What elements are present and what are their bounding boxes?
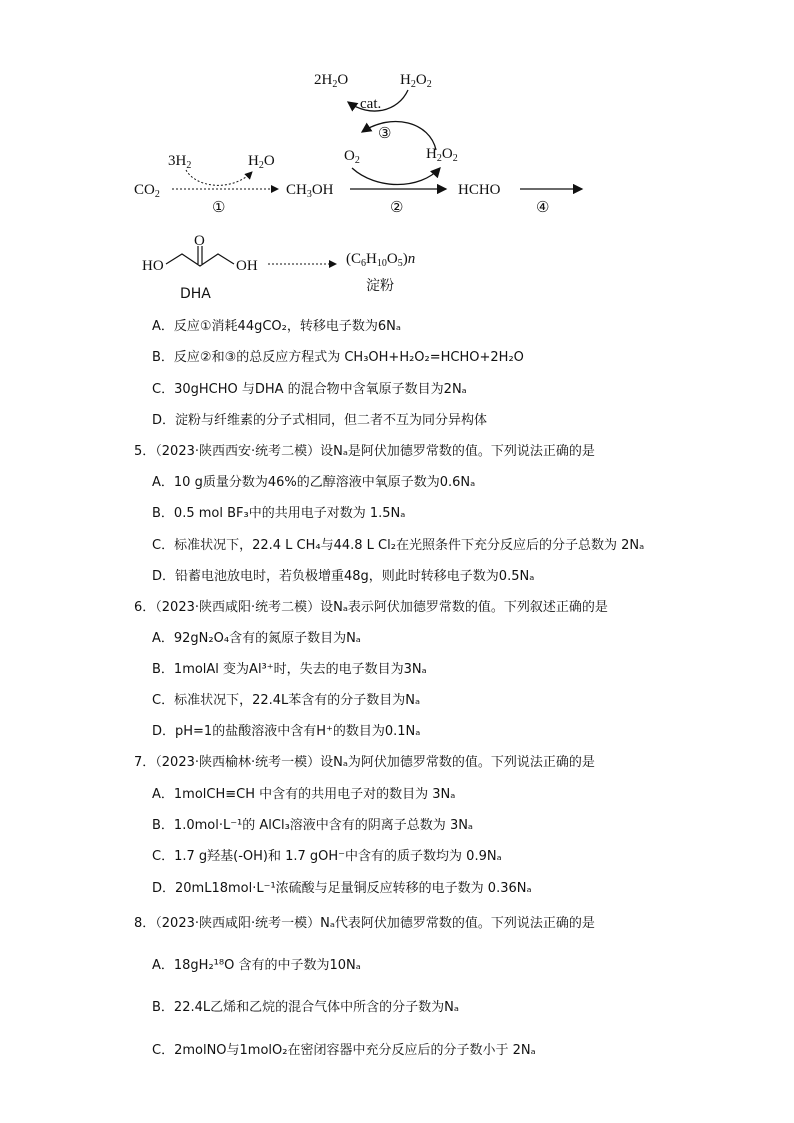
step-3-label: ③ [378,126,392,142]
h2o2-mid-label: $H_2O_2$ [426,146,458,164]
q8-stem: 8．（2023·陕西咸阳·统考一模）Nₐ代表阿伏加德罗常数的值。下列说法正确的是 [134,916,595,931]
ho-label: HO [142,258,164,274]
q4-option-a: A．反应①消耗44gCO₂，转移电子数为6Nₐ [152,319,401,334]
co2-label: $CO_2$ [134,182,160,200]
q5-stem: 5．（2023·陕西西安·统考二模）设Nₐ是阿伏加德罗常数的值。下列说法正确的是 [134,444,595,459]
step-1-side-arrow [186,170,252,185]
q6-option-a: A．92gN₂O₄含有的氮原子数目为Nₐ [152,631,361,646]
3h2-label: $3H_2$ [168,153,192,171]
q6-option-d: D．pH=1的盐酸溶液中含有H⁺的数目为0.1Nₐ [152,724,421,739]
dha-skeleton [166,254,234,266]
ketone-o-label: O [194,233,205,249]
q4-option-d: D．淀粉与纤维素的分子式相同，但二者不互为同分异构体 [152,413,488,428]
reaction-pathway-diagram [0,0,794,310]
q5-option-b: B．0.5 mol BF₃中的共用电子对数为 1.5Nₐ [152,506,406,521]
hcho-label: HCHO [458,182,501,198]
cat-label: cat. [360,96,382,112]
q8-option-b: B．22.4L乙烯和乙烷的混合气体中所含的分子数为Nₐ [152,1000,459,1015]
q5-option-d: D．铅蓄电池放电时，若负极增重48g，则此时转移电子数为0.5Nₐ [152,569,535,584]
cycle-arrow-bottom [352,168,440,185]
q7-option-c: C．1.7 g羟基(-OH)和 1.7 gOH⁻中含有的质子数均为 0.9Nₐ [152,849,502,864]
h2o2-top-label: $H_2O_2$ [400,72,432,90]
q7-option-d: D．20mL18mol·L⁻¹浓硫酸与足量铜反应转移的电子数为 0.36Nₐ [152,881,532,896]
cycle-arrow-top [362,122,436,150]
q8-option-a: A．18gH₂¹⁸O 含有的中子数为10Nₐ [152,958,361,973]
starch-label: 淀粉 [366,278,394,294]
q7-option-b: B．1.0mol·L⁻¹的 AlCl₃溶液中含有的阴离子总数为 3Nₐ [152,818,474,833]
2h2o-label: $2H_2O$ [314,72,349,90]
starch-formula: $(C_6H_{10}O_5)n$ [346,251,416,269]
q5-option-a: A．10 g质量分数为46%的乙醇溶液中氧原子数为0.6Nₐ [152,475,476,490]
ch3oh-label: $CH_3OH$ [286,182,334,200]
q4-option-b: B．反应②和③的总反应方程式为 CH₃OH+H₂O₂=HCHO+2H₂O [152,350,524,365]
q8-option-c: C．2molNO与1molO₂在密闭容器中充分反应后的分子数小于 2Nₐ [152,1043,536,1058]
q6-option-b: B．1molAl 变为Al³⁺时，失去的电子数目为3Nₐ [152,662,427,677]
step-2-label: ② [390,200,404,216]
q5-option-c: C．标准状况下，22.4 L CH₄与44.8 L Cl₂在光照条件下充分反应后的分子总数为 2Nₐ [152,538,645,553]
oh-label: OH [236,258,258,274]
q7-stem: 7．（2023·陕西榆林·统考一模）设Nₐ为阿伏加德罗常数的值。下列说法正确的是 [134,755,595,770]
step-4-label: ④ [536,200,550,216]
reaction-scheme [0,0,794,310]
h2o-label: $H_2O$ [248,153,275,171]
q4-option-c: C．30gHCHO 与DHA 的混合物中含氧原子数目为2Nₐ [152,382,467,397]
q6-option-c: C．标准状况下，22.4L苯含有的分子数目为Nₐ [152,693,421,708]
q6-stem: 6．（2023·陕西咸阳·统考二模）设Nₐ表示阿伏加德罗常数的值。下列叙述正确的是 [134,600,608,615]
step-1-label: ① [212,200,226,216]
q7-option-a: A．1molCH≡CH 中含有的共用电子对的数目为 3Nₐ [152,787,456,802]
o2-label: $O_2$ [344,148,360,166]
dha-label: DHA [180,286,211,302]
